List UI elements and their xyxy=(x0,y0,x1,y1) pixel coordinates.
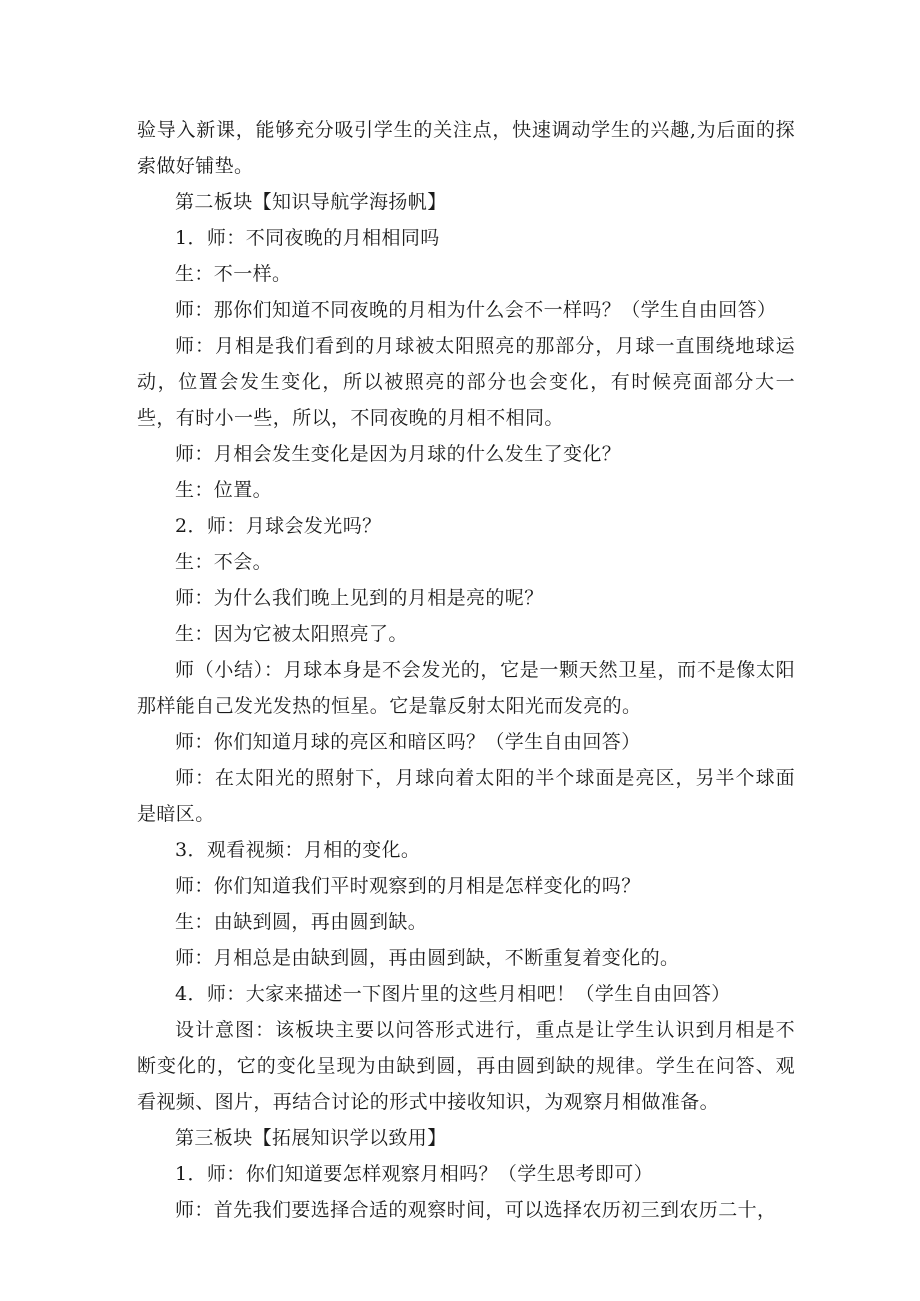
paragraph: 师（小结）：月球本身是不会发光的，它是一颗天然卫星，而不是像太阳那样能自己发光发热的恒星。它是靠反射太阳光而发亮的。 xyxy=(137,659,795,717)
paragraph-intro-continuation: 验导入新课，能够充分吸引学生的关注点，快速调动学生的兴趣,为后面的探索做好铺垫。 xyxy=(137,119,795,177)
paragraph: 师：月相会发生变化是因为月球的什么发生了变化？ xyxy=(175,443,622,465)
design-intent-paragraph: 设计意图：该板块主要以问答形式进行，重点是让学生认识到月相是不断变化的，它的变化呈现为由缺到圆，再由圆到缺的规律。学生在问答、观看视频、图片，再结合讨论的形式中接收知识，为观察月相做准备。 xyxy=(137,1019,795,1113)
paragraph: 1．师：不同夜晚的月相相同吗 xyxy=(175,227,440,249)
section-heading-2: 第二板块【知识导航学海扬帆】 xyxy=(175,191,447,213)
paragraph: 生：位置。 xyxy=(175,479,273,501)
paragraph: 师：你们知道我们平时观察到的月相是怎样变化的吗？ xyxy=(175,875,641,897)
paragraph: 师：月相总是由缺到圆，再由圆到缺，不断重复着变化的。 xyxy=(175,947,680,969)
paragraph: 2．师：月球会发光吗？ xyxy=(175,515,382,537)
paragraph: 师：为什么我们晚上见到的月相是亮的呢？ xyxy=(175,587,544,609)
paragraph: 4．师：大家来描述一下图片里的这些月相吧！（学生自由回答） xyxy=(175,983,731,1005)
paragraph: 生：不会。 xyxy=(175,551,273,573)
paragraph: 师：你们知道月球的亮区和暗区吗？（学生自由回答） xyxy=(175,731,641,753)
paragraph: 师：在太阳光的照射下，月球向着太阳的半个球面是亮区，另半个球面是暗区。 xyxy=(137,767,795,825)
document-page xyxy=(137,112,795,1228)
paragraph: 3．观看视频：月相的变化。 xyxy=(175,839,421,861)
paragraph: 师：首先我们要选择合适的观察时间，可以选择农历初三到农历二十， xyxy=(175,1199,777,1221)
paragraph: 生：由缺到圆，再由圆到缺。 xyxy=(175,911,428,933)
paragraph: 1．师：你们知道要怎样观察月相吗？（学生思考即可） xyxy=(175,1163,654,1185)
paragraph: 师：那你们知道不同夜晚的月相为什么会不一样吗？（学生自由回答） xyxy=(175,299,777,321)
paragraph: 师：月相是我们看到的月球被太阳照亮的那部分，月球一直围绕地球运动，位置会发生变化，所以被照亮的部分也会变化，有时候亮面部分大一些，有时小一些，所以，不同夜晚的月相不相同。 xyxy=(137,335,795,429)
paragraph: 生：不一样。 xyxy=(175,263,292,285)
paragraph: 生：因为它被太阳照亮了。 xyxy=(175,623,408,645)
section-heading-3: 第三板块【拓展知识学以致用】 xyxy=(175,1127,447,1149)
